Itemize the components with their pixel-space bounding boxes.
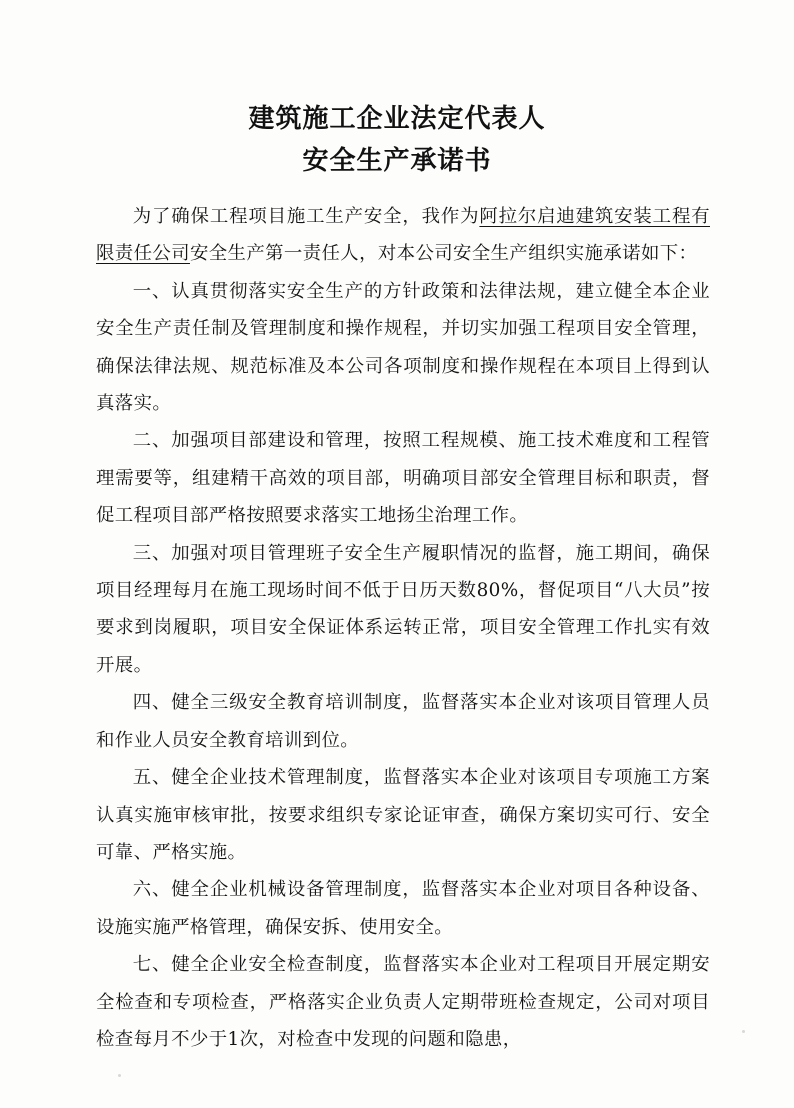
- scan-speck: [118, 1074, 121, 1077]
- commitment-paragraph-1: 一、认真贯彻落实安全生产的方针政策和法律法规，建立健全本企业安全生产责任制及管理制度和操作规程，并切实加强工程项目安全管理，确保法律法规、规范标准及本公司各项制度和操作规程在本项目上得到认真落实。: [96, 280, 710, 415]
- company-name: 阿拉尔启迪建筑安装工程有限责任公司: [96, 206, 710, 265]
- intro-paragraph: [96, 198, 710, 273]
- commitment-paragraph-4: 四、健全三级安全教育培训制度，监督落实本企业对该项目管理人员和作业人员安全教育培训到位。: [96, 692, 710, 751]
- commitment-paragraph-7: 七、健全企业安全检查制度，监督落实本企业对工程项目开展定期安全检查和专项检查，严格落实企业负责人定期带班检查规定，公司对项目检查每月不少于1次，对检查中发现的问题和隐患，: [96, 954, 710, 1050]
- document-body: [96, 198, 710, 1058]
- document-title-line-2: 安全生产承诺书: [302, 146, 492, 176]
- intro-text-after: 安全生产第一责任人，对本公司安全生产组织实施承诺如下：: [189, 243, 698, 265]
- commitment-paragraph-2: 二、加强项目部建设和管理，按照工程规模、施工技术难度和工程管理需要等，组建精干高效的项目部，明确项目部安全管理目标和职责，督促工程项目部严格按照要求落实工地扬尘治理工作。: [96, 430, 710, 527]
- commitment-paragraph-5: 五、健全企业技术管理制度，监督落实本企业对该项目专项施工方案认真实施审核审批，按要求组织专家论证审查，确保方案切实可行、安全可靠、严格实施。: [96, 767, 710, 863]
- document-title-line-1: 建筑施工企业法定代表人: [248, 104, 546, 134]
- intro-text-before: 为了确保工程项目施工生产安全，我作为: [132, 206, 480, 227]
- commitment-paragraph-6: 六、健全企业机械设备管理制度，监督落实本企业对项目各种设备、设施实施严格管理，确保安拆、使用安全。: [96, 879, 710, 938]
- commitment-paragraph-3: 三、加强对项目管理班子安全生产履职情况的监督，施工期间，确保项目经理每月在施工现场时间不低于日历天数80%，督促项目“八大员”按要求到岗履职，项目安全保证体系运转正常，项目安全管理工作扎实有效开展。: [96, 542, 710, 676]
- scan-speck: [742, 1030, 745, 1033]
